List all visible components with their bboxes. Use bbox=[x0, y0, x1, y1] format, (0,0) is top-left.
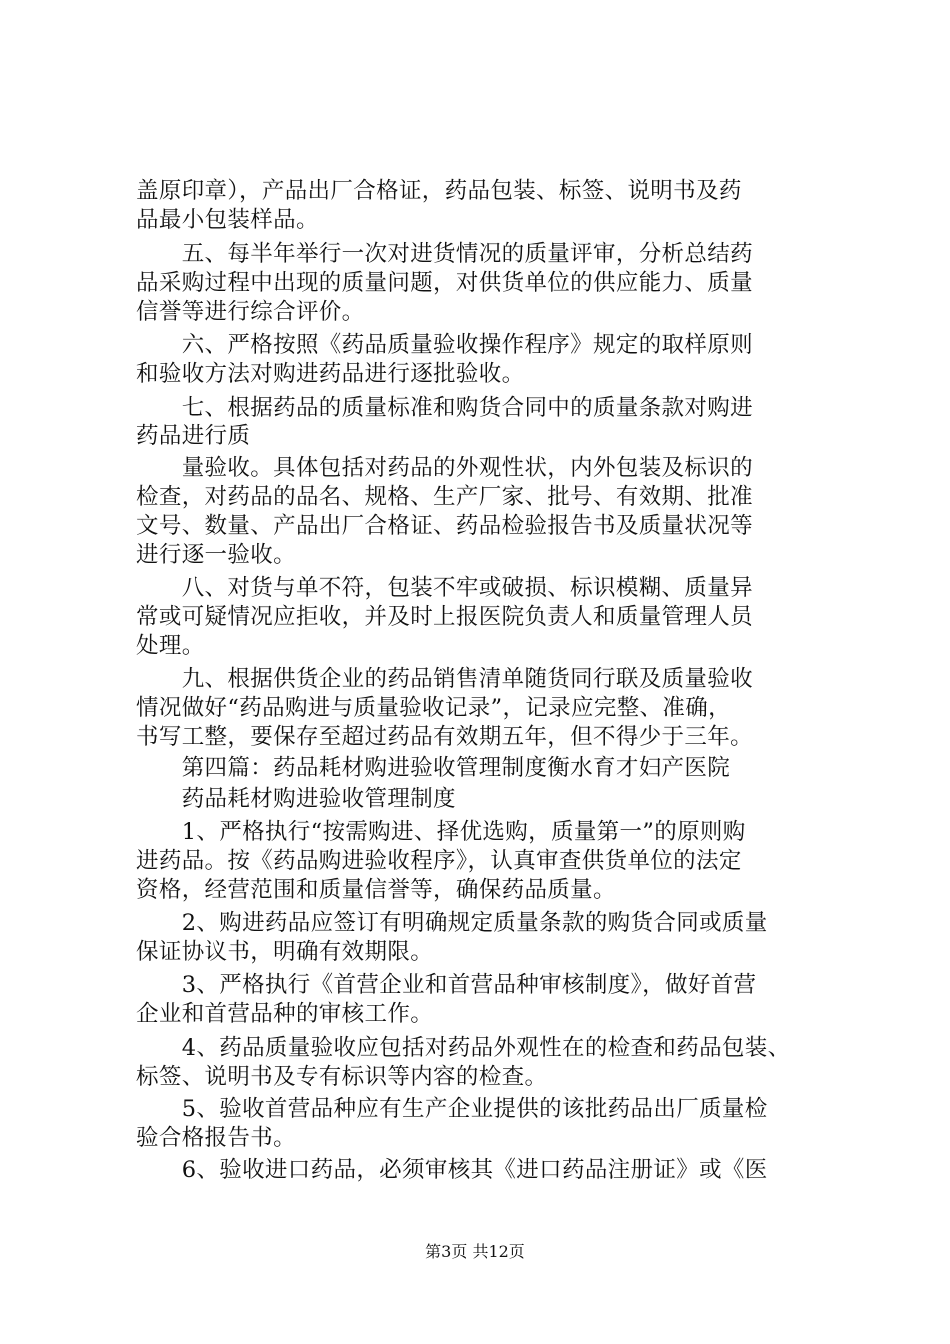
text-line: 企业和首营品种的审核工作。 bbox=[136, 1001, 434, 1027]
text-line: 七、根据药品的质量标准和购货合同中的质量条款对购进 bbox=[136, 395, 753, 421]
text-line: 八、对货与单不符，包装不牢或破损、标识模糊、质量异 bbox=[136, 575, 753, 601]
text-line: 文号、数量、产品出厂合格证、药品检验报告书及质量状况等 bbox=[136, 513, 753, 539]
text-line: 品采购过程中出现的质量问题，对供货单位的供应能力、质量 bbox=[136, 270, 753, 296]
text-line: 情况做好“药品购进与质量验收记录”，记录应完整、准确， bbox=[136, 695, 731, 721]
text-line: 药品进行质 bbox=[136, 423, 251, 449]
text-line: 常或可疑情况应拒收，并及时上报医院负责人和质量管理人员 bbox=[136, 604, 753, 630]
text-line: 量验收。具体包括对药品的外观性状，内外包装及标识的 bbox=[136, 455, 753, 481]
text-line: 检查，对药品的品名、规格、生产厂家、批号、有效期、批准 bbox=[136, 484, 753, 510]
text-line: 2、购进药品应签订有明确规定质量条款的购货合同或质量 bbox=[136, 910, 768, 936]
text-line: 6、验收进口药品，必须审核其《进口药品注册证》或《医 bbox=[136, 1157, 768, 1183]
section-heading: 第四篇：药品耗材购进验收管理制度衡水育才妇产医院 bbox=[136, 755, 731, 781]
text-line: 书写工整，要保存至超过药品有效期五年，但不得少于三年。 bbox=[136, 724, 753, 750]
text-line: 3、严格执行《首营企业和首营品种审核制度》，做好首营 bbox=[136, 972, 757, 998]
text-line: 保证协议书，明确有效期限。 bbox=[136, 939, 434, 965]
text-line: 1、严格执行“按需购进、择优选购，质量第一”的原则购 bbox=[136, 819, 746, 845]
text-line: 进行逐一验收。 bbox=[136, 542, 296, 568]
text-line: 标签、说明书及专有标识等内容的检查。 bbox=[136, 1064, 548, 1090]
text-line: 六、严格按照《药品质量验收操作程序》规定的取样原则 bbox=[136, 332, 753, 358]
document-title: 药品耗材购进验收管理制度 bbox=[136, 786, 456, 812]
text-line: 验合格报告书。 bbox=[136, 1125, 296, 1151]
text-line: 品最小包装样品。 bbox=[136, 207, 319, 233]
text-line: 九、根据供货企业的药品销售清单随货同行联及质量验收 bbox=[136, 666, 753, 692]
text-line: 盖原印章），产品出厂合格证，药品包装、标签、说明书及药 bbox=[136, 178, 742, 204]
text-line: 信誉等进行综合评价。 bbox=[136, 299, 365, 325]
text-line: 处理。 bbox=[136, 633, 205, 659]
text-line: 和验收方法对购进药品进行逐批验收。 bbox=[136, 361, 525, 387]
text-line: 进药品。按《药品购进验收程序》，认真审查供货单位的法定 bbox=[136, 848, 742, 874]
text-line: 4、药品质量验收应包括对药品外观性在的检查和药品包装、 bbox=[136, 1035, 791, 1061]
page-number-footer: 第3页 共12页 bbox=[425, 1242, 525, 1261]
text-line: 5、验收首营品种应有生产企业提供的该批药品出厂质量检 bbox=[136, 1096, 768, 1122]
text-line: 五、每半年举行一次对进货情况的质量评审，分析总结药 bbox=[136, 241, 753, 267]
text-line: 资格，经营范围和质量信誉等，确保药品质量。 bbox=[136, 877, 616, 903]
